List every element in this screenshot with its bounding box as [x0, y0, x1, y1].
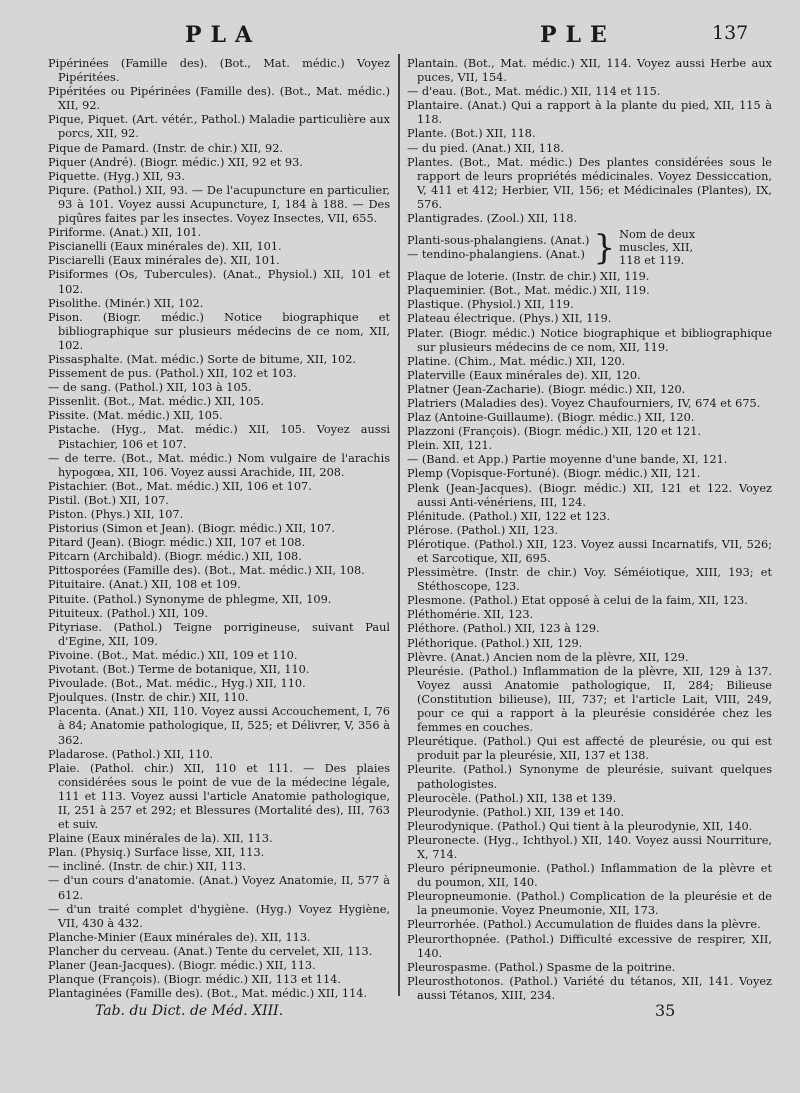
index-entry: Plateau électrique. (Phys.) XII, 119.	[407, 312, 612, 326]
index-entry: Pituitaire. (Anat.) XII, 108 et 109.	[48, 578, 241, 592]
index-entry: Planque (François). (Biogr. médic.) XII, 113 et 114.	[48, 973, 341, 987]
index-entry: Plaqueminier. (Bot., Mat. médic.) XII, 119.	[407, 284, 650, 298]
running-head-left: PLA	[185, 22, 262, 48]
index-entry: Plenk (Jean-Jacques). (Biogr. médic.) XII, 121 et 122. Voyez aussi Anti-vénériens, III, 124.	[407, 481, 772, 509]
index-column-left	[48, 57, 390, 1001]
index-entry: Plérose. (Pathol.) XII, 123.	[407, 523, 559, 537]
index-entry: Plaque de loterie. (Instr. de chir.) XII, 119.	[407, 270, 650, 284]
index-entry: Pleurétique. (Pathol.) Qui est affecté de pleurésie, ou qui est produit par la pleurésie, XII, 137 et 138.	[407, 735, 772, 763]
index-entry: Pleuropneumonie. (Pathol.) Complication de la pleurésie et de la pneumonie. Voyez Pneumonie, XII, 173.	[407, 890, 772, 918]
index-entry: Piquer (André). (Biogr. médic.) XII, 92 et 93.	[48, 155, 303, 169]
index-entry: Pissenlit. (Bot., Mat. médic.) XII, 105.	[48, 395, 265, 409]
index-entry: Plérotique. (Pathol.) XII, 123. Voyez aussi Incarnatifs, VII, 526; et Sarcotique, XII, 695.	[407, 537, 772, 565]
index-entry: Piqure. (Pathol.) XII, 93. — De l'acupuncture en particulier, 93 à 101. Voyez aussi Acupuncture, I, 184 à 188. — Des piqûres faites par les insectes. Voyez Insectes, VII, 655.	[48, 183, 390, 226]
index-entry: — (Band. et App.) Partie moyenne d'une bande, XI, 121.	[407, 453, 728, 467]
index-entry: Pique, Piquet. (Art. vétér., Pathol.) Maladie particulière aux porcs, XII, 92.	[48, 113, 390, 141]
index-entry: Pistil. (Bot.) XII, 107.	[48, 493, 169, 507]
index-entry: Pleurosthotonos. (Pathol.) Variété du tétanos, XII, 141. Voyez aussi Tétanos, XIII, 234.	[407, 974, 772, 1002]
index-entry: Plessimètre. (Instr. de chir.) Voy. Séméiotique, XIII, 193; et Stéthoscope, 123.	[407, 566, 772, 594]
index-entry: Pityriase. (Pathol.) Teigne porrigineuse, suivant Paul d'Egine, XII, 109.	[48, 620, 390, 648]
brace-note: Nom de deux muscles, XII, 118 et 119.	[619, 228, 696, 268]
index-entry: Pipéritées ou Pipérinées (Famille des). (Bot., Mat. médic.) XII, 92.	[48, 85, 390, 113]
index-entry: Pisiformes (Os, Tubercules). (Anat., Physiol.) XII, 101 et 102.	[48, 268, 390, 296]
index-entry: Pituite. (Pathol.) Synonyme de phlegme, XII, 109.	[48, 592, 332, 606]
index-entry: — du pied. (Anat.) XII, 118.	[407, 141, 564, 155]
index-entry: — d'un traité complet d'hygiène. (Hyg.) Voyez Hygiène, VII, 430 à 432.	[48, 902, 390, 930]
index-entry: — d'eau. (Bot., Mat. médic.) XII, 114 et 115.	[407, 85, 661, 99]
index-entry: Placenta. (Anat.) XII, 110. Voyez aussi Accouchement, I, 76 à 84; Anatomie pathologique, II, 525; et Délivrer, V, 356 à 362.	[48, 705, 390, 747]
index-entry: Pivotant. (Bot.) Terme de botanique, XII, 110.	[48, 663, 310, 677]
running-head-right: PLE	[540, 22, 616, 48]
index-entry: Pleurodynique. (Pathol.) Qui tient à la pleurodynie, XII, 140.	[407, 819, 753, 833]
curly-brace-icon: }	[593, 227, 616, 268]
index-entry: Plater. (Biogr. médic.) Notice biographique et bibliographique sur plusieurs médecins de ce nom, XII, 119.	[407, 326, 772, 354]
brace-entry-group	[407, 228, 772, 267]
index-entry: Plaie. (Pathol. chir.) XII, 110 et 111. — Des plaies considérées sous le point de vue de la médecine légale, 111 et 113. Voyez aussi l'article Anatomie pathologique, II, 251 à 257 et 292; et Blessures (Mortalité des), III, 763 et suiv.	[48, 761, 390, 832]
index-entry: Pique de Pamard. (Instr. de chir.) XII, 92.	[48, 141, 284, 155]
index-entry: Plastique. (Physiol.) XII, 119.	[407, 298, 574, 312]
index-entries-right-bottom	[407, 270, 772, 1003]
index-entry: Pléthorique. (Pathol.) XII, 129.	[407, 636, 583, 650]
column-divider	[398, 54, 400, 996]
index-entry: Pleurrorhée. (Pathol.) Accumulation de fluides dans la plèvre.	[407, 918, 761, 932]
index-entry: Piston. (Phys.) XII, 107.	[48, 508, 184, 521]
index-entry: Piquette. (Hyg.) XII, 93.	[48, 169, 185, 183]
index-entry: Plantigrades. (Zool.) XII, 118.	[407, 212, 578, 226]
index-entry: Planer (Jean-Jacques). (Biogr. médic.) XII, 113.	[48, 959, 316, 972]
index-entry: Pisolithe. (Minér.) XII, 102.	[48, 296, 204, 310]
index-entry: Pleurodynie. (Pathol.) XII, 139 et 140.	[407, 805, 625, 819]
index-entry: Platine. (Chim., Mat. médic.) XII, 120.	[407, 354, 626, 368]
index-entry: Pleurocèle. (Pathol.) XII, 138 et 139.	[407, 791, 617, 805]
index-entry: Platner (Jean-Zacharie). (Biogr. médic.) XII, 120.	[407, 382, 686, 396]
index-entry: Plante. (Bot.) XII, 118.	[407, 127, 536, 141]
index-entry: Pitcarn (Archibald). (Biogr. médic.) XII, 108.	[48, 550, 302, 564]
index-entry: Pissite. (Mat. médic.) XII, 105.	[48, 409, 223, 423]
page-number: 137	[712, 22, 749, 44]
index-entry: Plan. (Physiq.) Surface lisse, XII, 113.	[48, 846, 265, 860]
index-entry: Pléthore. (Pathol.) XII, 123 à 129.	[407, 622, 600, 636]
index-entry: — tendino-phalangiens. (Anat.)	[407, 247, 585, 261]
index-entry: Plénitude. (Pathol.) XII, 122 et 123.	[407, 509, 611, 523]
index-entry: Piscianelli (Eaux minérales de). XII, 101.	[48, 240, 282, 254]
index-entry: Plantaire. (Anat.) Qui a rapport à la plante du pied, XII, 115 à 118.	[407, 99, 772, 127]
index-entry: Planche-Minier (Eaux minérales de). XII, 113.	[48, 930, 311, 944]
index-entry: Plantaginées (Famille des). (Bot., Mat. médic.) XII, 114.	[48, 987, 368, 1001]
index-entry: Plantain. (Bot., Mat. médic.) XII, 114. Voyez aussi Herbe aux puces, VII, 154.	[407, 57, 772, 85]
index-entry: Plaz (Antoine-Guillaume). (Biogr. médic.) XII, 120.	[407, 411, 695, 425]
index-entry: Pleuro péripneumonie. (Pathol.) Inflammation de la plèvre et du poumon, XII, 140.	[407, 862, 772, 890]
index-entry: Pléthomérie. XII, 123.	[407, 608, 534, 622]
index-entry: Pleurorthopnée. (Pathol.) Difficulté excessive de respirer, XII, 140.	[407, 932, 772, 960]
index-entry: Piriforme. (Anat.) XII, 101.	[48, 226, 202, 240]
index-entry: Pleurospasme. (Pathol.) Spasme de la poitrine.	[407, 960, 676, 974]
index-entry: Pistorius (Simon et Jean). (Biogr. médic.) XII, 107.	[48, 522, 335, 536]
index-entry: Pipérinées (Famille des). (Bot., Mat. médic.) Voyez Pipéritées.	[48, 57, 390, 85]
index-entry: Pleurite. (Pathol.) Synonyme de pleurésie, suivant quelques pathologistes.	[407, 763, 772, 791]
index-entry: Pistachier. (Bot., Mat. médic.) XII, 106 et 107.	[48, 479, 312, 493]
index-entry: Plancher du cerveau. (Anat.) Tente du cervelet, XII, 113.	[48, 944, 373, 958]
index-entry: Pissement de pus. (Pathol.) XII, 102 et 103.	[48, 367, 297, 381]
index-entry: Platerville (Eaux minérales de). XII, 120.	[407, 368, 641, 382]
index-entry: Pladarose. (Pathol.) XII, 110.	[48, 747, 214, 761]
index-entry: Pjoulques. (Instr. de chir.) XII, 110.	[48, 691, 249, 705]
index-entry: Pleuronecte. (Hyg., Ichthyol.) XII, 140. Voyez aussi Nourriture, X, 714.	[407, 833, 772, 861]
index-entry: Pitard (Jean). (Biogr. médic.) XII, 107 et 108.	[48, 536, 306, 550]
index-entry: Pivoine. (Bot., Mat. médic.) XII, 109 et 110.	[48, 648, 298, 662]
index-entry: Plèvre. (Anat.) Ancien nom de la plèvre, XII, 129.	[407, 650, 689, 664]
index-entry: — d'un cours d'anatomie. (Anat.) Voyez Anatomie, II, 577 à 612.	[48, 874, 390, 902]
index-entries-right-top	[407, 57, 772, 226]
index-entry: Platriers (Maladies des). Voyez Chaufourniers, IV, 674 et 675.	[407, 396, 761, 410]
index-entry: — de terre. (Bot., Mat. médic.) Nom vulgaire de l'arachis hypogœa, XII, 106. Voyez aussi Arachide, III, 208.	[48, 451, 390, 479]
index-entry: Pison. (Biogr. médic.) Notice biographique et bibliographique sur plusieurs médecins de ce nom, XII, 102.	[48, 310, 390, 352]
index-entry: Plazzoni (François). (Biogr. médic.) XII, 120 et 121.	[407, 425, 702, 439]
index-entry: — incliné. (Instr. de chir.) XII, 113.	[48, 860, 247, 874]
brace-entry-lines	[407, 234, 589, 262]
index-entry: Pituiteux. (Pathol.) XII, 109.	[48, 606, 209, 620]
signature-mark: Tab. du Dict. de Méd. XIII.	[95, 1003, 284, 1019]
index-entry: Pistache. (Hyg., Mat. médic.) XII, 105. Voyez aussi Pistachier, 106 et 107.	[48, 423, 390, 451]
index-entry: Pittosporées (Famille des). (Bot., Mat. médic.) XII, 108.	[48, 564, 365, 578]
index-entry: Plesmone. (Pathol.) Etat opposé à celui de la faim, XII, 123.	[407, 594, 748, 608]
index-column-right	[407, 57, 772, 1003]
index-entry: Pisciarelli (Eaux minérales de). XII, 101.	[48, 254, 280, 268]
index-entry: — de sang. (Pathol.) XII, 103 à 105.	[48, 381, 252, 395]
signature-number: 35	[655, 1001, 676, 1020]
index-entry: Pivoulade. (Bot., Mat. médic., Hyg.) XII, 110.	[48, 677, 306, 691]
index-entry: Planti-sous-phalangiens. (Anat.)	[407, 233, 590, 247]
index-entry: Plantes. (Bot., Mat. médic.) Des plantes considérées sous le rapport de leurs propriétés médicinales. Voyez Dessiccation, V, 411 et 412; Herbier, VII, 156; et Médicinales (Plantes), IX, 576.	[407, 155, 772, 211]
index-entry: Plemp (Vopisque-Fortuné). (Biogr. médic.) XII, 121.	[407, 467, 701, 481]
index-entry: Pissasphalte. (Mat. médic.) Sorte de bitume, XII, 102.	[48, 352, 357, 366]
index-entry: Pleurésie. (Pathol.) Inflammation de la plèvre, XII, 129 à 137. Voyez aussi Anatomie pathologique, II, 284; Bilieuse (Constitution bilieuse), III, 737; et l'article Lait, VIII, 249, pour ce qui a rapport à la pleurésie considérée chez les femmes en couches.	[407, 664, 772, 735]
index-entry: Plaine (Eaux minérales de la). XII, 113.	[48, 832, 273, 846]
index-entry: Plein. XII, 121.	[407, 439, 493, 453]
